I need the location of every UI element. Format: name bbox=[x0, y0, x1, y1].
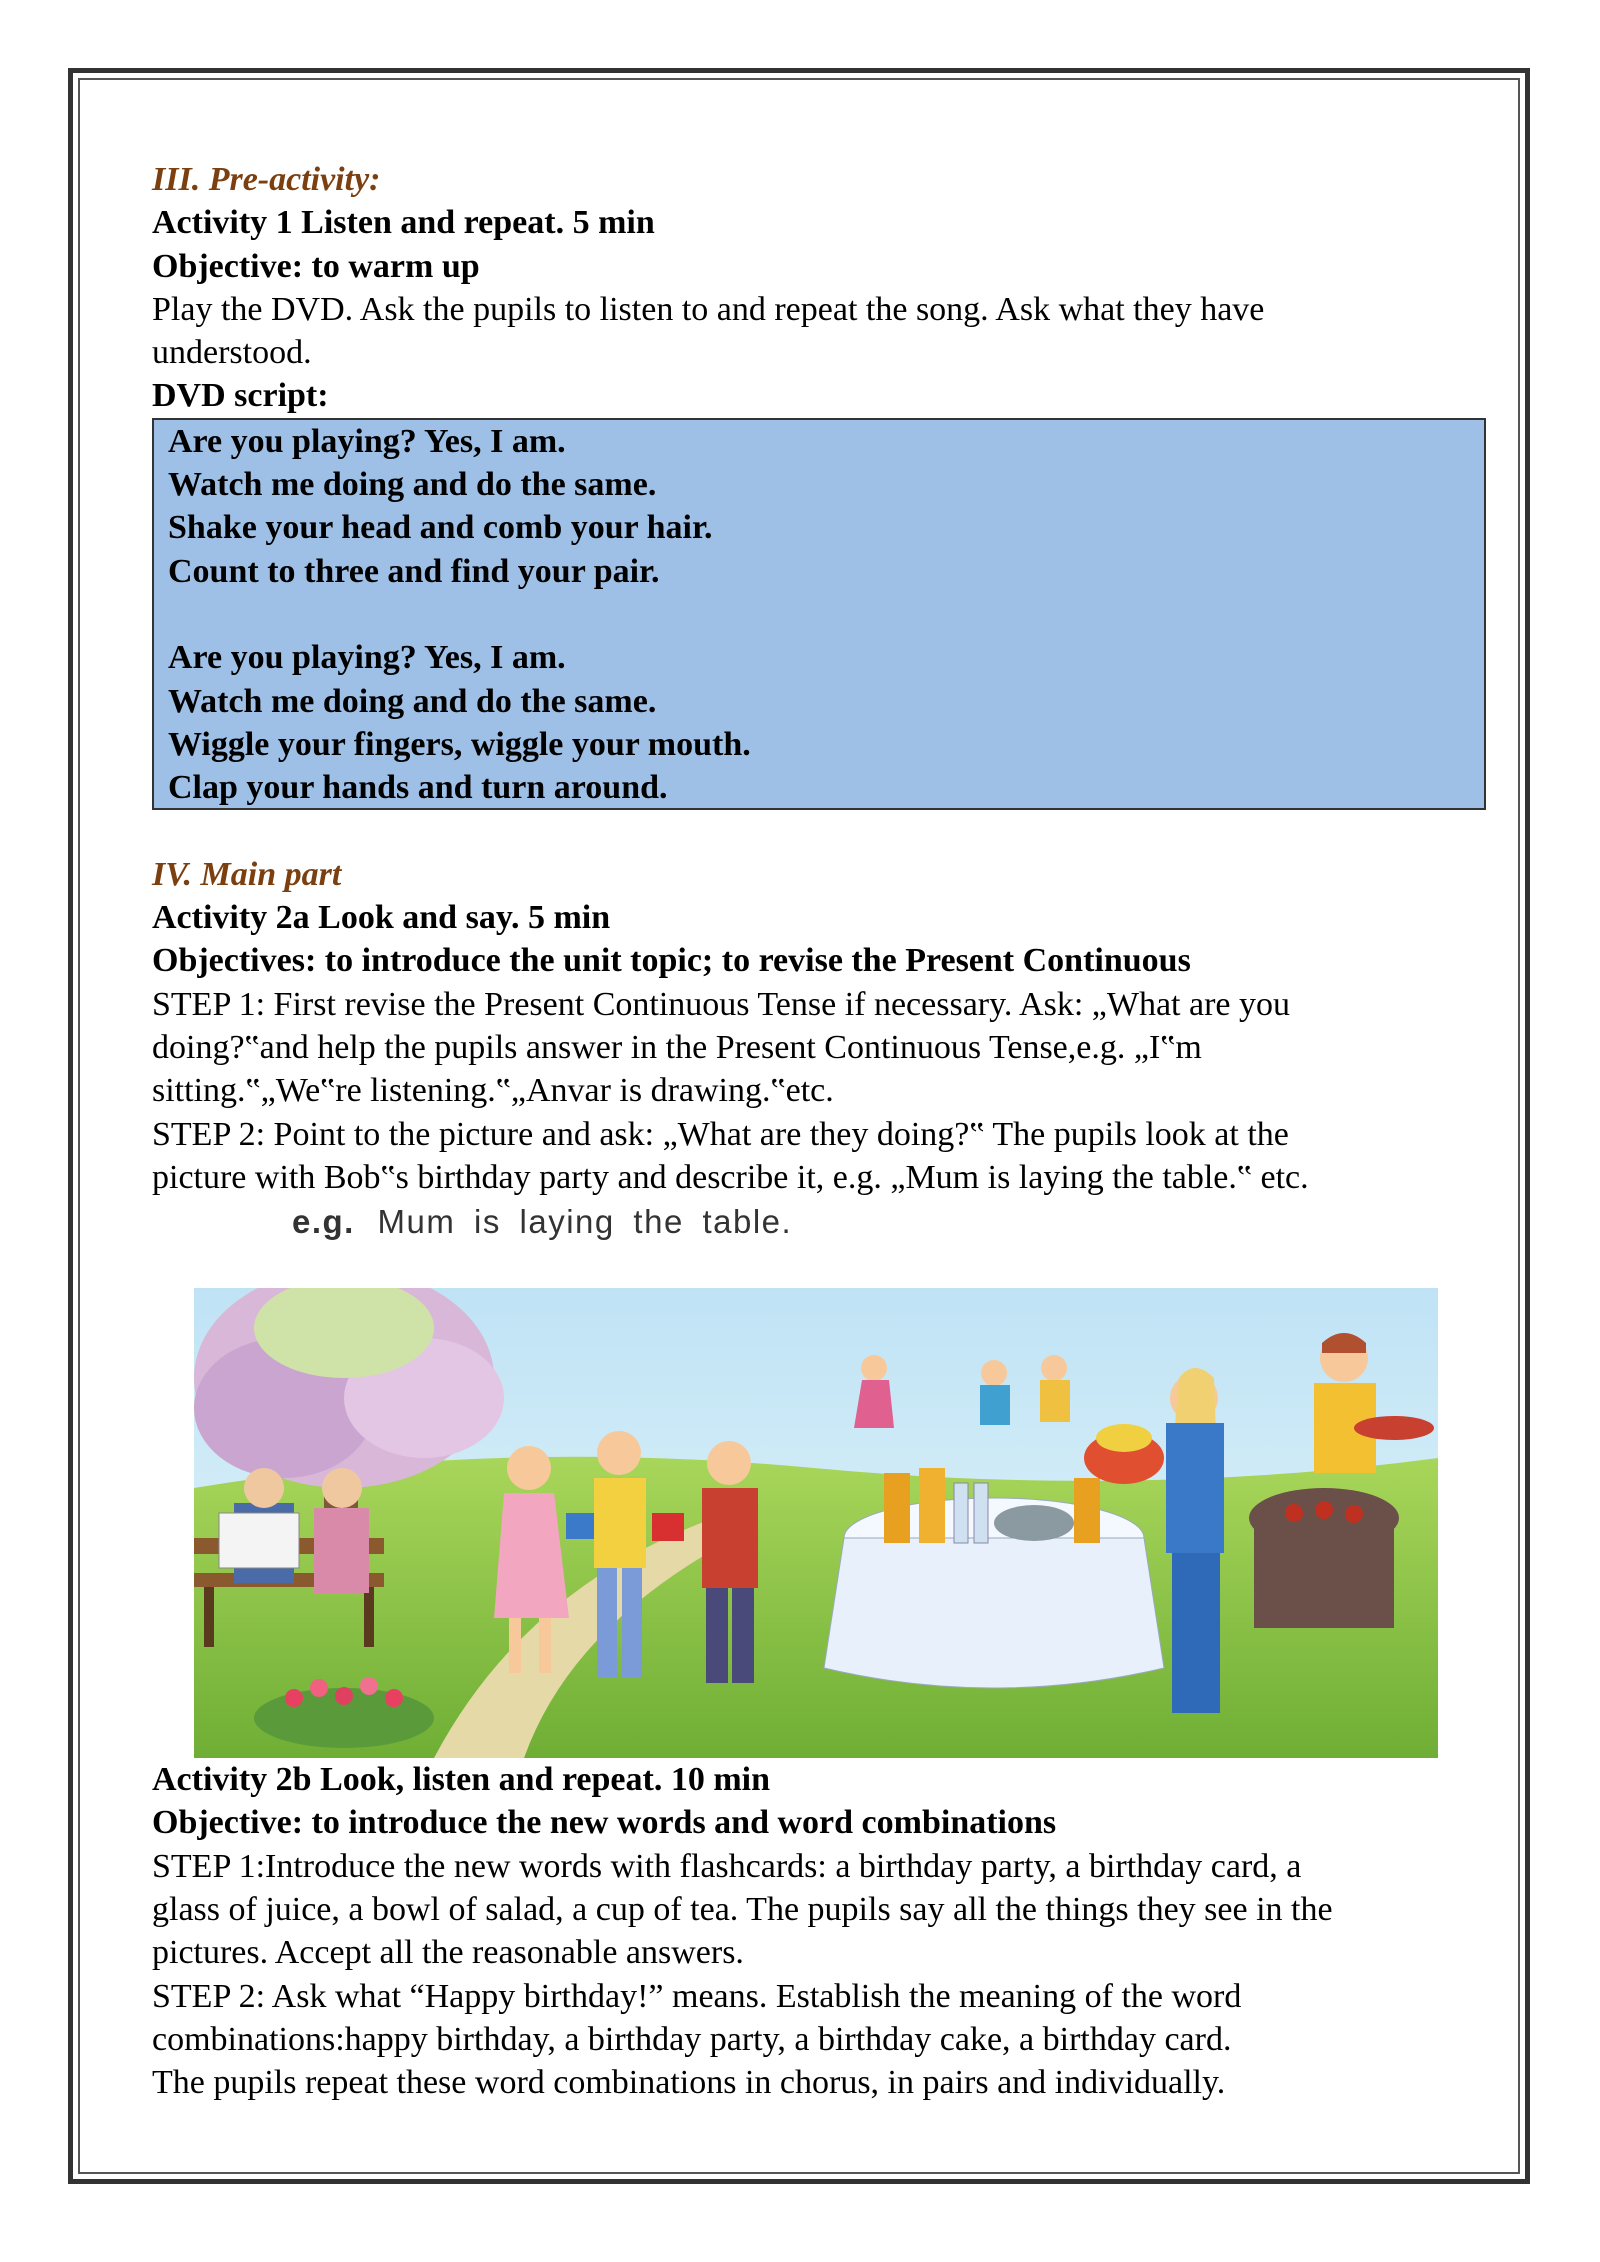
script-line: Are you playing? Yes, I am. bbox=[168, 639, 566, 677]
activity-2b-text-line: combinations:happy birthday, a birthday party, a birthday cake, a birthday card. bbox=[152, 2020, 1232, 2058]
activity-2a-text-line: sitting.‟„We‟re listening.‟„Anvar is drawing.‟etc. bbox=[152, 1072, 834, 1110]
activity-1-instruction-line: understood. bbox=[152, 334, 312, 372]
birthday-party-illustration bbox=[194, 1288, 1438, 1758]
section-heading-main-part: IV. Main part bbox=[152, 855, 342, 893]
activity-1-instruction-line: Play the DVD. Ask the pupils to listen to and repeat the song. Ask what they have bbox=[152, 290, 1265, 328]
activity-2b-title: Activity 2b Look, listen and repeat. 10 min bbox=[152, 1761, 771, 1799]
activity-2a-objectives: Objectives: to introduce the unit topic; to revise the Present Continuous bbox=[152, 942, 1191, 980]
activity-1-title: Activity 1 Listen and repeat. 5 min bbox=[152, 204, 655, 242]
activity-1-objective: Objective: to warm up bbox=[152, 247, 480, 285]
script-line: Wiggle your fingers, wiggle your mouth. bbox=[168, 725, 751, 763]
script-line: Shake your head and comb your hair. bbox=[168, 509, 713, 547]
script-line: Are you playing? Yes, I am. bbox=[168, 422, 566, 460]
activity-2b-text-line: STEP 2: Ask what “Happy birthday!” means. Establish the meaning of the word bbox=[152, 1977, 1242, 2015]
activity-2a-text-line: doing?‟and help the pupils answer in the Present Continuous Tense,e.g. „I‟m bbox=[152, 1028, 1202, 1066]
script-line: Count to three and find your pair. bbox=[168, 552, 660, 590]
example-sentence bbox=[152, 1199, 1482, 1247]
activity-2a-text-line: STEP 1: First revise the Present Continuous Tense if necessary. Ask: „What are you bbox=[152, 985, 1290, 1023]
verse-gap bbox=[168, 593, 1484, 636]
example-text: Mum is laying the table. bbox=[377, 1203, 793, 1241]
dvd-script-label: DVD script: bbox=[152, 377, 329, 415]
activity-2b-objective: Objective: to introduce the new words and word combinations bbox=[152, 1804, 1057, 1842]
activity-2a-text-line: STEP 2: Point to the picture and ask: „What are they doing?‟ The pupils look at the bbox=[152, 1115, 1289, 1153]
script-line: Clap your hands and turn around. bbox=[168, 769, 668, 807]
lesson-content bbox=[152, 158, 1482, 2105]
activity-2b-text-line: glass of juice, a bowl of salad, a cup of tea. The pupils say all the things they see in the bbox=[152, 1891, 1333, 1929]
dvd-script-box bbox=[152, 418, 1486, 810]
section-heading-pre-activity: III. Pre-activity: bbox=[152, 161, 381, 198]
script-line: Watch me doing and do the same. bbox=[168, 682, 657, 720]
example-label: e.g. bbox=[292, 1203, 355, 1241]
activity-2b-text-line: The pupils repeat these word combinations in chorus, in pairs and individually. bbox=[152, 2064, 1226, 2102]
activity-2b-text-line: STEP 1:Introduce the new words with flashcards: a birthday party, a birthday card, a bbox=[152, 1847, 1302, 1885]
activity-2a-text-line: picture with Bob‟s birthday party and describe it, e.g. „Mum is laying the table.‟ etc. bbox=[152, 1158, 1309, 1196]
script-line: Watch me doing and do the same. bbox=[168, 466, 657, 504]
activity-2a-title: Activity 2a Look and say. 5 min bbox=[152, 899, 611, 937]
activity-2b-text-line: pictures. Accept all the reasonable answers. bbox=[152, 1934, 744, 1972]
